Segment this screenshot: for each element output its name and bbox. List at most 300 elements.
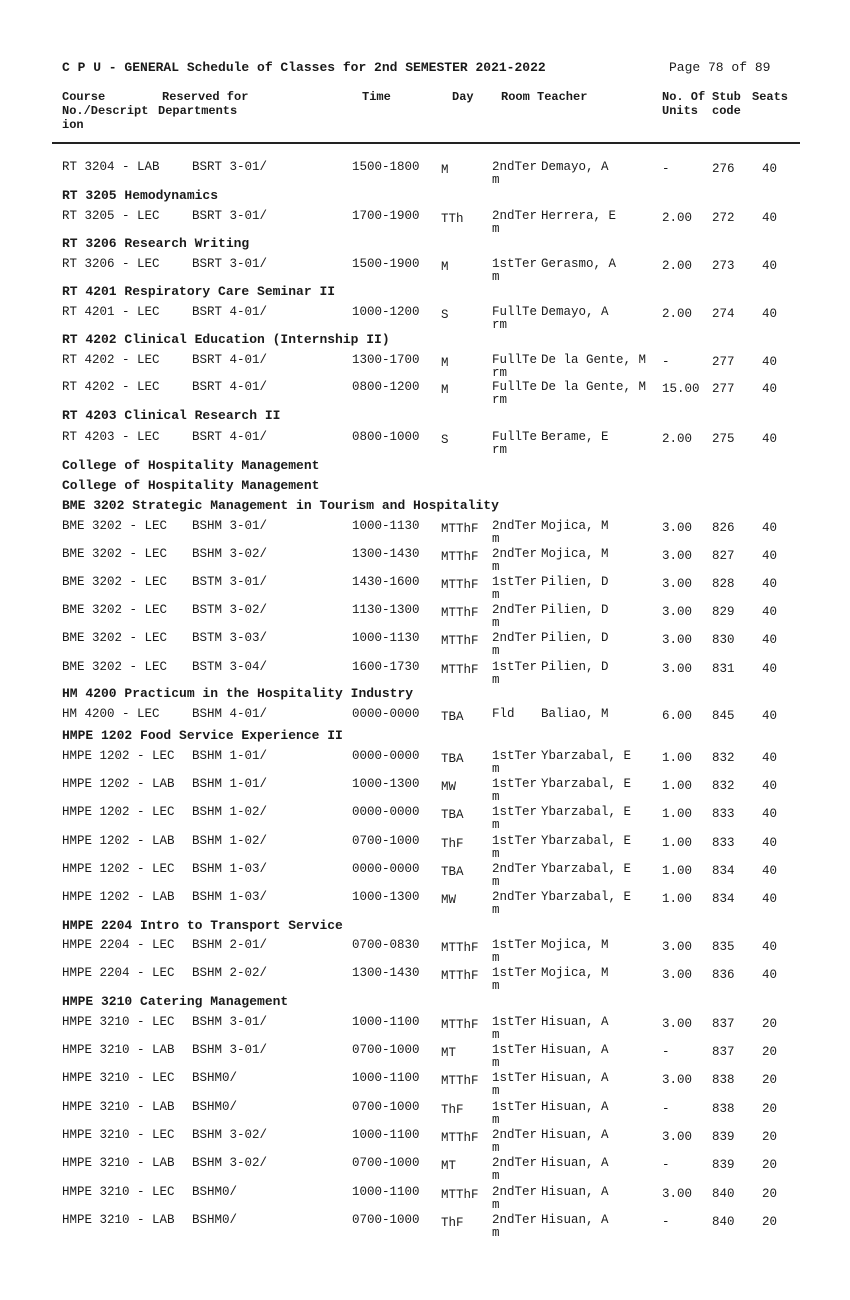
units-cell: 3.00 <box>662 1130 693 1144</box>
room-cell-wrap: m <box>492 818 500 832</box>
room-cell-wrap: rm <box>492 318 508 332</box>
room-cell-wrap: m <box>492 790 500 804</box>
section-title: RT 4201 Respiratory Care Seminar II <box>62 284 336 299</box>
seats-cell: 40 <box>762 940 778 954</box>
stub-code-cell: 845 <box>712 709 735 723</box>
time-cell: 0700-1000 <box>352 1043 420 1057</box>
units-cell: - <box>662 162 670 176</box>
time-cell: 1000-1130 <box>352 519 420 533</box>
department-cell: BSTM 3-02/ <box>192 603 268 617</box>
room-cell: 1stTer <box>492 1100 538 1114</box>
table-row <box>0 707 850 737</box>
seats-cell: 40 <box>762 864 778 878</box>
time-cell: 1000-1100 <box>352 1015 420 1029</box>
stub-code-cell: 829 <box>712 605 735 619</box>
stub-code-cell: 828 <box>712 577 735 591</box>
col-course-header <box>62 90 148 132</box>
section-title: College of Hospitality Management <box>62 478 320 493</box>
table-row <box>0 805 850 835</box>
stub-code-cell: 275 <box>712 432 735 446</box>
room-cell: 1stTer <box>492 575 538 589</box>
units-cell: - <box>662 1158 670 1172</box>
teacher-cell: Ybarzabal, E <box>541 749 632 763</box>
course-cell: BME 3202 - LEC <box>62 660 168 674</box>
col-stub-header <box>712 90 741 118</box>
table-row <box>0 209 850 239</box>
units-cell: 1.00 <box>662 892 693 906</box>
time-cell: 1000-1100 <box>352 1185 420 1199</box>
table-row <box>0 834 850 864</box>
day-cell: TBA <box>441 710 464 724</box>
room-cell-wrap: m <box>492 616 500 630</box>
units-cell: 3.00 <box>662 1187 693 1201</box>
room-cell-wrap: m <box>492 173 500 187</box>
department-cell: BSHM 1-03/ <box>192 862 268 876</box>
table-row <box>0 257 850 287</box>
room-cell: 1stTer <box>492 805 538 819</box>
day-cell: MTThF <box>441 1131 479 1145</box>
day-cell: MTThF <box>441 1074 479 1088</box>
room-cell: 2ndTer <box>492 862 538 876</box>
section-title: College of Hospitality Management <box>62 458 320 473</box>
seats-cell: 20 <box>762 1130 778 1144</box>
room-cell: 2ndTer <box>492 1213 538 1227</box>
page-number: Page 78 of 89 <box>669 60 771 75</box>
table-row <box>0 1185 850 1215</box>
department-cell: BSHM 2-01/ <box>192 938 268 952</box>
room-cell: 1stTer <box>492 660 538 674</box>
table-row <box>0 547 850 577</box>
stub-code-cell: 833 <box>712 807 735 821</box>
table-row <box>0 1043 850 1073</box>
department-cell: BSHM0/ <box>192 1185 238 1199</box>
course-cell: BME 3202 - LEC <box>62 547 168 561</box>
col-stub-line2: code <box>712 104 741 118</box>
section-title: HMPE 3210 Catering Management <box>62 994 289 1009</box>
room-cell: 2ndTer <box>492 1185 538 1199</box>
time-cell: 1000-1300 <box>352 777 420 791</box>
table-row <box>0 575 850 605</box>
room-cell-wrap: m <box>492 222 500 236</box>
course-cell: HMPE 3210 - LEC <box>62 1071 175 1085</box>
room-cell-wrap: m <box>492 762 500 776</box>
seats-cell: 40 <box>762 211 778 225</box>
units-cell: - <box>662 355 670 369</box>
teacher-cell: Ybarzabal, E <box>541 805 632 819</box>
room-cell: FullTe <box>492 380 538 394</box>
stub-code-cell: 836 <box>712 968 735 982</box>
stub-code-cell: 827 <box>712 549 735 563</box>
room-cell-wrap: m <box>492 1056 500 1070</box>
department-cell: BSHM 3-01/ <box>192 1015 268 1029</box>
course-cell: BME 3202 - LEC <box>62 631 168 645</box>
course-cell: RT 4201 - LEC <box>62 305 160 319</box>
room-cell: 1stTer <box>492 1015 538 1029</box>
units-cell: 1.00 <box>662 807 693 821</box>
time-cell: 1300-1700 <box>352 353 420 367</box>
day-cell: MTThF <box>441 969 479 983</box>
seats-cell: 20 <box>762 1017 778 1031</box>
teacher-cell: Demayo, A <box>541 160 609 174</box>
stub-code-cell: 272 <box>712 211 735 225</box>
seats-cell: 40 <box>762 633 778 647</box>
units-cell: 3.00 <box>662 662 693 676</box>
department-cell: BSHM 1-02/ <box>192 834 268 848</box>
units-cell: 3.00 <box>662 577 693 591</box>
section-title: BME 3202 Strategic Management in Tourism and Hospitality <box>62 498 499 513</box>
table-row <box>0 353 850 383</box>
day-cell: ThF <box>441 837 464 851</box>
course-cell: HMPE 1202 - LEC <box>62 862 175 876</box>
stub-code-cell: 834 <box>712 864 735 878</box>
units-cell: 2.00 <box>662 211 693 225</box>
room-cell: 2ndTer <box>492 547 538 561</box>
course-cell: RT 4202 - LEC <box>62 353 160 367</box>
course-cell: RT 3205 - LEC <box>62 209 160 223</box>
stub-code-cell: 277 <box>712 355 735 369</box>
col-time-header: Time <box>362 90 391 104</box>
time-cell: 0700-1000 <box>352 1156 420 1170</box>
table-row <box>0 890 850 920</box>
seats-cell: 40 <box>762 382 778 396</box>
time-cell: 1000-1300 <box>352 890 420 904</box>
room-cell-wrap: m <box>492 644 500 658</box>
room-cell: FullTe <box>492 305 538 319</box>
units-cell: 1.00 <box>662 864 693 878</box>
room-cell-wrap: m <box>492 875 500 889</box>
stub-code-cell: 833 <box>712 836 735 850</box>
room-cell-wrap: m <box>492 1169 500 1183</box>
col-course-line3: ion <box>62 118 84 132</box>
table-row <box>0 631 850 661</box>
time-cell: 1300-1430 <box>352 966 420 980</box>
time-cell: 0700-1000 <box>352 1100 420 1114</box>
room-cell-wrap: rm <box>492 393 508 407</box>
day-cell: MW <box>441 893 457 907</box>
col-course-line2: No./Descript <box>62 104 149 118</box>
table-row <box>0 1213 850 1243</box>
seats-cell: 40 <box>762 432 778 446</box>
stub-code-cell: 838 <box>712 1102 735 1116</box>
room-cell: 2ndTer <box>492 519 538 533</box>
department-cell: BSHM 2-02/ <box>192 966 268 980</box>
seats-cell: 20 <box>762 1187 778 1201</box>
course-cell: RT 3206 - LEC <box>62 257 160 271</box>
table-row <box>0 160 850 190</box>
seats-cell: 40 <box>762 259 778 273</box>
teacher-cell: Ybarzabal, E <box>541 862 632 876</box>
teacher-cell: Pilien, D <box>541 603 609 617</box>
department-cell: BSHM 1-01/ <box>192 749 268 763</box>
time-cell: 0000-0000 <box>352 805 420 819</box>
seats-cell: 40 <box>762 968 778 982</box>
course-cell: HMPE 3210 - LEC <box>62 1015 175 1029</box>
stub-code-cell: 840 <box>712 1187 735 1201</box>
units-cell: - <box>662 1045 670 1059</box>
teacher-cell: Ybarzabal, E <box>541 834 632 848</box>
teacher-cell: Ybarzabal, E <box>541 777 632 791</box>
time-cell: 0700-0830 <box>352 938 420 952</box>
table-row <box>0 862 850 892</box>
time-cell: 1300-1430 <box>352 547 420 561</box>
department-cell: BSHM0/ <box>192 1071 238 1085</box>
room-cell: 1stTer <box>492 966 538 980</box>
day-cell: MTThF <box>441 522 479 536</box>
teacher-cell: Baliao, M <box>541 707 609 721</box>
room-cell-wrap: m <box>492 1141 500 1155</box>
room-cell: 2ndTer <box>492 160 538 174</box>
course-cell: HMPE 3210 - LEC <box>62 1185 175 1199</box>
teacher-cell: Pilien, D <box>541 631 609 645</box>
seats-cell: 40 <box>762 355 778 369</box>
teacher-cell: Hisuan, A <box>541 1015 609 1029</box>
day-cell: M <box>441 356 449 370</box>
teacher-cell: De la Gente, M <box>541 380 647 394</box>
stub-code-cell: 839 <box>712 1130 735 1144</box>
course-cell: HMPE 3210 - LEC <box>62 1128 175 1142</box>
seats-cell: 40 <box>762 307 778 321</box>
time-cell: 1500-1900 <box>352 257 420 271</box>
teacher-cell: Mojica, M <box>541 938 609 952</box>
course-cell: HM 4200 - LEC <box>62 707 160 721</box>
stub-code-cell: 832 <box>712 751 735 765</box>
stub-code-cell: 839 <box>712 1158 735 1172</box>
teacher-cell: Pilien, D <box>541 575 609 589</box>
room-cell-wrap: m <box>492 1113 500 1127</box>
department-cell: BSRT 4-01/ <box>192 380 268 394</box>
department-cell: BSHM0/ <box>192 1213 238 1227</box>
department-cell: BSRT 3-01/ <box>192 160 268 174</box>
units-cell: 2.00 <box>662 432 693 446</box>
room-cell: 2ndTer <box>492 631 538 645</box>
room-cell-wrap: m <box>492 1226 500 1240</box>
course-cell: RT 4202 - LEC <box>62 380 160 394</box>
time-cell: 1000-1100 <box>352 1071 420 1085</box>
course-cell: HMPE 2204 - LEC <box>62 938 175 952</box>
stub-code-cell: 837 <box>712 1045 735 1059</box>
room-cell-wrap: m <box>492 673 500 687</box>
table-row <box>0 1156 850 1186</box>
room-cell: 1stTer <box>492 749 538 763</box>
time-cell: 1130-1300 <box>352 603 420 617</box>
table-row <box>0 519 850 549</box>
col-day-header: Day <box>452 90 474 104</box>
day-cell: MTThF <box>441 634 479 648</box>
teacher-cell: Hisuan, A <box>541 1213 609 1227</box>
room-cell-wrap: m <box>492 532 500 546</box>
room-cell: 1stTer <box>492 1043 538 1057</box>
teacher-cell: Gerasmo, A <box>541 257 617 271</box>
col-stub-line1: Stub <box>712 90 741 104</box>
units-cell: 3.00 <box>662 940 693 954</box>
room-cell: FullTe <box>492 430 538 444</box>
department-cell: BSHM 1-02/ <box>192 805 268 819</box>
course-cell: HMPE 1202 - LAB <box>62 890 175 904</box>
room-cell-wrap: m <box>492 1198 500 1212</box>
time-cell: 0800-1000 <box>352 430 420 444</box>
time-cell: 1600-1730 <box>352 660 420 674</box>
col-room-teacher-header: Room Teacher <box>501 90 588 104</box>
units-cell: - <box>662 1102 670 1116</box>
day-cell: M <box>441 260 449 274</box>
seats-cell: 20 <box>762 1158 778 1172</box>
table-row <box>0 777 850 807</box>
day-cell: S <box>441 433 449 447</box>
room-cell: 1stTer <box>492 257 538 271</box>
section-title: RT 3206 Research Writing <box>62 236 250 251</box>
course-cell: BME 3202 - LEC <box>62 603 168 617</box>
table-row <box>0 380 850 410</box>
teacher-cell: Hisuan, A <box>541 1156 609 1170</box>
day-cell: MTThF <box>441 1018 479 1032</box>
section-title: RT 3205 Hemodynamics <box>62 188 219 203</box>
course-cell: HMPE 1202 - LAB <box>62 777 175 791</box>
teacher-cell: Demayo, A <box>541 305 609 319</box>
stub-code-cell: 832 <box>712 779 735 793</box>
seats-cell: 40 <box>762 779 778 793</box>
seats-cell: 40 <box>762 521 778 535</box>
teacher-cell: Berame, E <box>541 430 609 444</box>
teacher-cell: Herrera, E <box>541 209 617 223</box>
stub-code-cell: 830 <box>712 633 735 647</box>
col-units-line2: Units <box>662 104 699 118</box>
day-cell: MTThF <box>441 550 479 564</box>
teacher-cell: De la Gente, M <box>541 353 647 367</box>
teacher-cell: Mojica, M <box>541 966 609 980</box>
room-cell: 2ndTer <box>492 603 538 617</box>
stub-code-cell: 274 <box>712 307 735 321</box>
room-cell-wrap: m <box>492 951 500 965</box>
room-cell: 2ndTer <box>492 209 538 223</box>
course-cell: BME 3202 - LEC <box>62 519 168 533</box>
day-cell: MT <box>441 1046 457 1060</box>
header-divider <box>52 142 800 144</box>
units-cell: 3.00 <box>662 605 693 619</box>
teacher-cell: Hisuan, A <box>541 1100 609 1114</box>
teacher-cell: Pilien, D <box>541 660 609 674</box>
col-reserved-header <box>162 90 248 104</box>
room-cell: Fld <box>492 707 515 721</box>
time-cell: 1700-1900 <box>352 209 420 223</box>
units-cell: 3.00 <box>662 633 693 647</box>
room-cell: 2ndTer <box>492 1128 538 1142</box>
day-cell: ThF <box>441 1216 464 1230</box>
course-cell: RT 4203 - LEC <box>62 430 160 444</box>
table-row <box>0 749 850 779</box>
table-row <box>0 1071 850 1101</box>
teacher-cell: Hisuan, A <box>541 1128 609 1142</box>
department-cell: BSRT 4-01/ <box>192 353 268 367</box>
section-title: RT 4202 Clinical Education (Internship II) <box>62 332 390 347</box>
time-cell: 1000-1130 <box>352 631 420 645</box>
course-cell: HMPE 3210 - LAB <box>62 1100 175 1114</box>
time-cell: 1500-1800 <box>352 160 420 174</box>
room-cell-wrap: rm <box>492 443 508 457</box>
department-cell: BSHM 3-02/ <box>192 1128 268 1142</box>
table-row <box>0 1128 850 1158</box>
seats-cell: 20 <box>762 1073 778 1087</box>
room-cell-wrap: m <box>492 588 500 602</box>
seats-cell: 20 <box>762 1045 778 1059</box>
units-cell: 1.00 <box>662 836 693 850</box>
units-cell: - <box>662 1215 670 1229</box>
course-cell: HMPE 3210 - LAB <box>62 1043 175 1057</box>
day-cell: MTThF <box>441 1188 479 1202</box>
teacher-cell: Mojica, M <box>541 519 609 533</box>
course-cell: HMPE 1202 - LAB <box>62 834 175 848</box>
stub-code-cell: 831 <box>712 662 735 676</box>
stub-code-cell: 276 <box>712 162 735 176</box>
room-cell: 2ndTer <box>492 1156 538 1170</box>
time-cell: 1430-1600 <box>352 575 420 589</box>
room-cell: 2ndTer <box>492 890 538 904</box>
stub-code-cell: 838 <box>712 1073 735 1087</box>
units-cell: 3.00 <box>662 521 693 535</box>
course-cell: HMPE 1202 - LEC <box>62 805 175 819</box>
time-cell: 0700-1000 <box>352 1213 420 1227</box>
stub-code-cell: 835 <box>712 940 735 954</box>
seats-cell: 40 <box>762 662 778 676</box>
table-row <box>0 305 850 335</box>
units-cell: 1.00 <box>662 779 693 793</box>
course-cell: BME 3202 - LEC <box>62 575 168 589</box>
stub-code-cell: 834 <box>712 892 735 906</box>
units-cell: 3.00 <box>662 968 693 982</box>
seats-cell: 20 <box>762 1215 778 1229</box>
department-cell: BSHM 1-03/ <box>192 890 268 904</box>
stub-code-cell: 837 <box>712 1017 735 1031</box>
department-cell: BSHM 3-01/ <box>192 1043 268 1057</box>
time-cell: 0700-1000 <box>352 834 420 848</box>
time-cell: 0000-0000 <box>352 749 420 763</box>
time-cell: 0000-0000 <box>352 862 420 876</box>
page-title: C P U - GENERAL Schedule of Classes for 2nd SEMESTER 2021-2022 <box>62 60 546 75</box>
section-title: RT 4203 Clinical Research II <box>62 408 281 423</box>
units-cell: 15.00 <box>662 382 700 396</box>
col-units-header <box>662 90 705 118</box>
teacher-cell: Hisuan, A <box>541 1071 609 1085</box>
course-cell: HMPE 3210 - LAB <box>62 1213 175 1227</box>
day-cell: TBA <box>441 865 464 879</box>
room-cell: 1stTer <box>492 938 538 952</box>
units-cell: 3.00 <box>662 1073 693 1087</box>
units-cell: 3.00 <box>662 1017 693 1031</box>
time-cell: 0800-1200 <box>352 380 420 394</box>
department-cell: BSRT 3-01/ <box>192 257 268 271</box>
department-cell: BSHM 4-01/ <box>192 707 268 721</box>
table-row <box>0 660 850 690</box>
day-cell: TBA <box>441 752 464 766</box>
teacher-cell: Hisuan, A <box>541 1043 609 1057</box>
col-reserved-header-2 <box>158 104 237 118</box>
course-cell: HMPE 2204 - LEC <box>62 966 175 980</box>
department-cell: BSRT 4-01/ <box>192 305 268 319</box>
col-reserved-line1: Reserved for <box>162 90 249 104</box>
table-row <box>0 966 850 996</box>
seats-cell: 40 <box>762 577 778 591</box>
room-cell-wrap: m <box>492 560 500 574</box>
room-cell-wrap: m <box>492 903 500 917</box>
table-row <box>0 430 850 460</box>
department-cell: BSHM 3-01/ <box>192 519 268 533</box>
units-cell: 1.00 <box>662 751 693 765</box>
seats-cell: 40 <box>762 807 778 821</box>
room-cell-wrap: m <box>492 1084 500 1098</box>
seats-cell: 40 <box>762 709 778 723</box>
units-cell: 2.00 <box>662 259 693 273</box>
section-title: HMPE 2204 Intro to Transport Service <box>62 918 343 933</box>
seats-cell: 40 <box>762 751 778 765</box>
